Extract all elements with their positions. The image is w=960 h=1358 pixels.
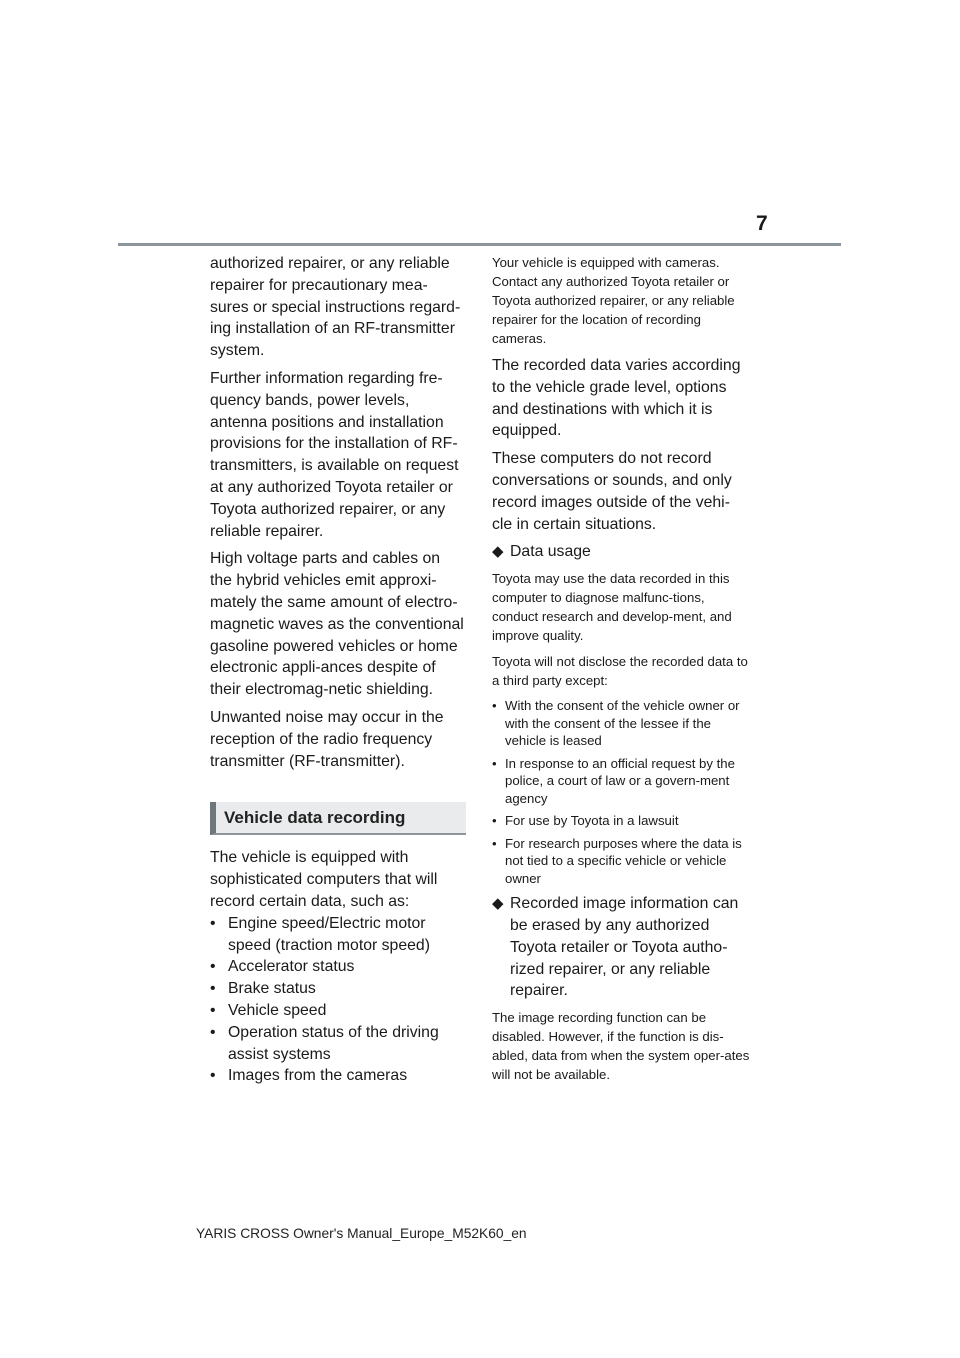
header-rule xyxy=(118,243,841,246)
list-item: • In response to an official request by the police, a court of law or a govern-ment agency xyxy=(492,755,750,808)
recorded-data-list xyxy=(210,913,466,1087)
list-item: • Engine speed/Electric motor speed (traction motor speed) xyxy=(210,913,466,957)
paragraph: The vehicle is equipped with sophisticated computers that will record certain data, such as: xyxy=(210,849,438,910)
disclosure-exceptions-list xyxy=(492,697,750,887)
paragraph: authorized repairer, or any reliable repairer for precautionary mea-sures or special instructions regard-ing installation of an RF-transmitter system. xyxy=(210,255,461,360)
note-text: Your vehicle is equipped with cameras. Contact any authorized Toyota retailer or Toyota authorized repairer, or any reliable repairer for the location of recording cameras. xyxy=(492,255,735,346)
right-column xyxy=(492,253,750,1091)
diamond-bullet-icon: ◆ xyxy=(492,895,504,913)
note-text: The image recording function can be disabled. However, if the function is dis-abled, data from when the system oper-ates will not be available. xyxy=(492,1010,750,1083)
paragraph: The recorded data varies according to the vehicle grade level, options and destinations with which it is equipped. xyxy=(492,357,741,440)
note-text: Toyota may use the data recorded in this computer to diagnose malfunc-tions, conduct research and develop-ment, and improve quality. xyxy=(492,571,732,644)
list-item: • With the consent of the vehicle owner or with the consent of the lessee if the vehicle is leased xyxy=(492,697,750,750)
list-item: • Brake status xyxy=(210,978,466,1000)
paragraph: High voltage parts and cables on the hybrid vehicles emit approxi-mately the same amount of electro-magnetic waves as the conventional gasoline powered vehicles or home electronic appli-ances despite of their electromag-netic shielding. xyxy=(210,550,464,699)
paragraph: Unwanted noise may occur in the reception of the radio frequency transmitter (RF-transmitter). xyxy=(210,708,444,770)
footer-text: YARIS CROSS Owner's Manual_Europe_M52K60_en xyxy=(196,1226,527,1241)
page-number: 7 xyxy=(756,212,768,235)
list-item: • Vehicle speed xyxy=(210,1000,466,1022)
list-item: • For research purposes where the data is not tied to a specific vehicle or vehicle owner xyxy=(492,835,750,888)
diamond-bullet-icon: ◆ xyxy=(492,543,504,561)
list-item: • For use by Toyota in a lawsuit xyxy=(492,812,750,830)
subheading-data-usage: ◆ Data usage xyxy=(492,541,750,563)
paragraph: Further information regarding fre-quency bands, power levels, antenna positions and installation provisions for the installation of RF-transmitters, is available on request at any authorized Toyota retailer or Toyota authorized repairer, or any reliable repairer. xyxy=(210,369,459,540)
section-header xyxy=(210,802,466,835)
subheading-image-erasure: ◆ Recorded image information can be erased by any authorized Toyota retailer or Toyota autho-rized repairer, or any reliable repairer. xyxy=(492,895,739,1000)
left-column xyxy=(210,253,466,1087)
paragraph: These computers do not record conversations or sounds, and only record images outside of the vehi-cle in certain situations. xyxy=(492,450,732,533)
note-text: Toyota will not disclose the recorded data to a third party except: xyxy=(492,654,748,689)
section-title: Vehicle data recording xyxy=(224,807,406,827)
list-item: • Images from the cameras xyxy=(210,1065,466,1087)
list-item: • Accelerator status xyxy=(210,956,466,978)
list-item: • Operation status of the driving assist systems xyxy=(210,1022,466,1066)
